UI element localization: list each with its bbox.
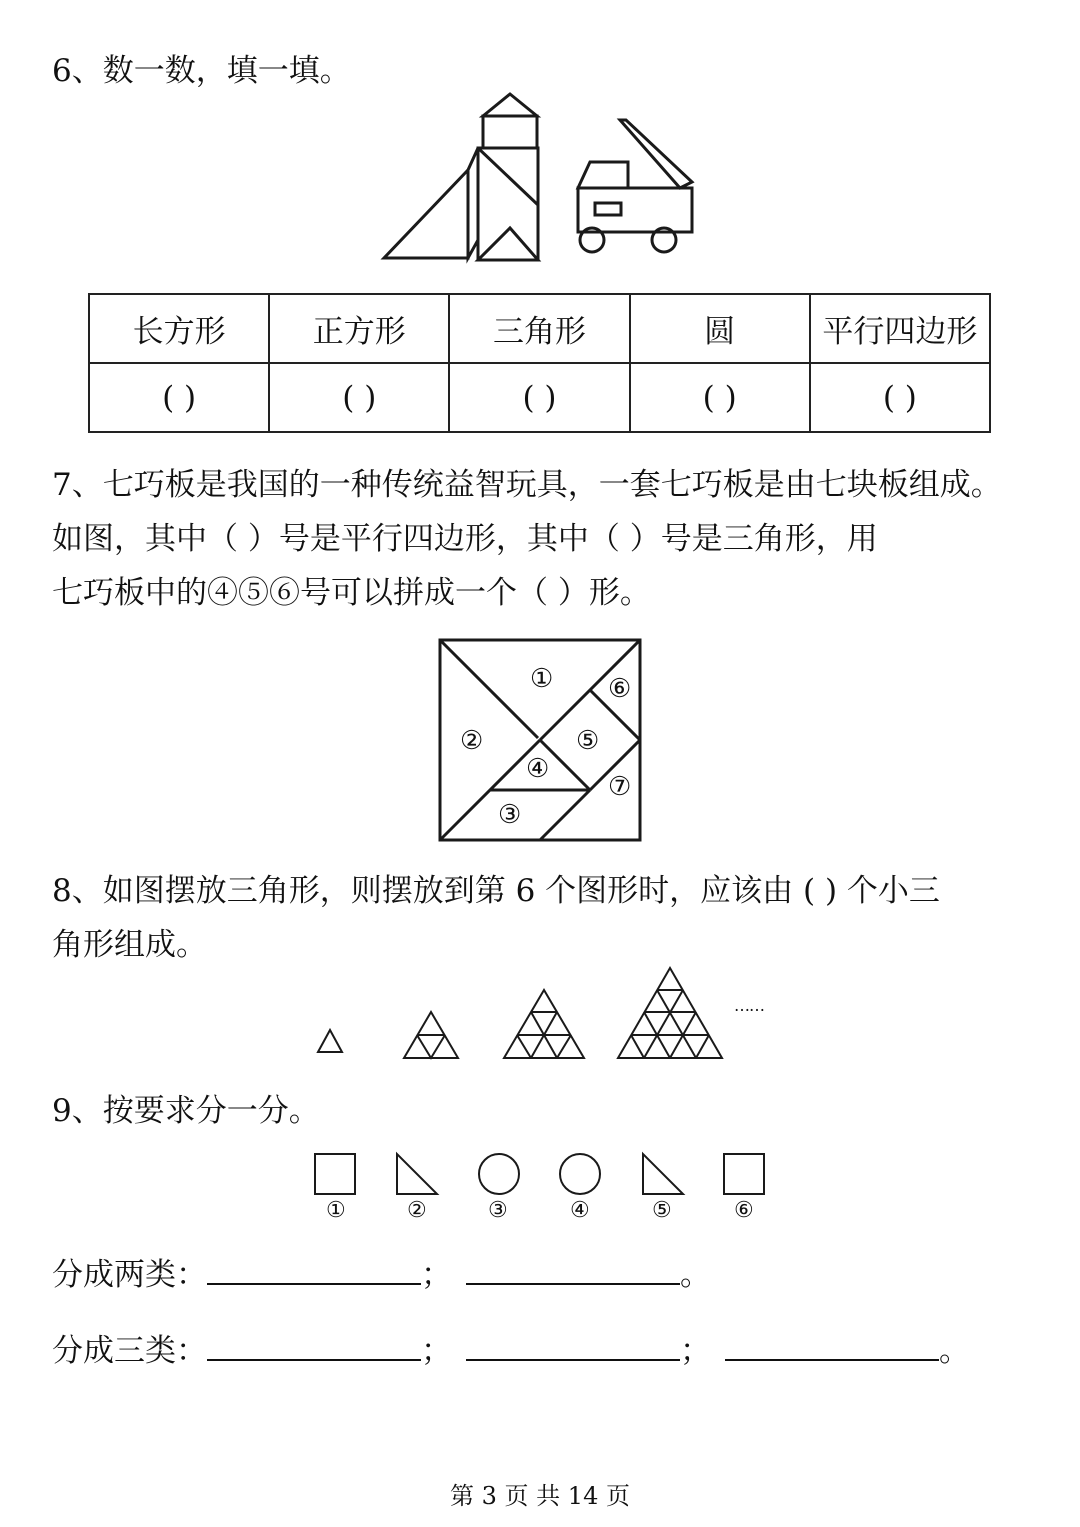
answer-cell[interactable]: ( ) — [89, 363, 269, 432]
tangram-label-3: ③ — [498, 800, 522, 830]
shape-label-5: ⑤ — [652, 1198, 672, 1223]
semicolon: ； — [680, 1333, 711, 1369]
pattern-1-triangle — [318, 1030, 342, 1052]
truck-cab — [578, 162, 628, 188]
pattern-3-triangles — [504, 990, 584, 1058]
q9-title: 9、按要求分一分。 — [52, 1093, 320, 1129]
tower-roof-triangle — [483, 94, 537, 116]
answer-blank[interactable] — [466, 1329, 680, 1361]
shape-1-square — [315, 1154, 355, 1194]
semicolon: ； — [421, 1333, 452, 1369]
tangram-tower-and-truck-figure — [380, 90, 700, 265]
answer-cell[interactable]: ( ) — [810, 363, 990, 432]
classify-three-row — [52, 1324, 970, 1378]
shape-label-3: ③ — [488, 1198, 508, 1223]
shape-5-right-triangle — [643, 1154, 683, 1194]
q7-line1: 7、七巧板是我国的一种传统益智玩具，一套七巧板是由七块板组成。 — [52, 467, 1002, 503]
header-cell: 圆 — [630, 294, 810, 363]
answer-blank[interactable] — [725, 1329, 939, 1361]
shape-6-square — [724, 1154, 764, 1194]
tangram-label-7: ⑦ — [608, 772, 632, 802]
slide-small-triangle — [468, 148, 478, 258]
period: 。 — [939, 1333, 970, 1369]
classify-two-label: 分成两类： — [52, 1257, 207, 1293]
classify-three-label: 分成三类： — [52, 1333, 207, 1369]
semicolon: ； — [421, 1257, 452, 1293]
triangle-pattern-figure — [310, 960, 770, 1065]
answer-blank[interactable] — [207, 1329, 421, 1361]
shape-3-circle — [479, 1154, 519, 1194]
classify-two-row — [52, 1248, 711, 1302]
shape-label-4: ④ — [570, 1198, 590, 1223]
answer-cell[interactable]: ( ) — [630, 363, 810, 432]
tangram-label-2: ② — [460, 726, 484, 756]
answer-blank[interactable] — [466, 1253, 680, 1285]
tangram-label-6: ⑥ — [608, 674, 632, 704]
q7-line2: 如图，其中（ ）号是平行四边形，其中（ ）号是三角形，用 — [52, 521, 878, 557]
pattern-ellipsis: …… — [734, 996, 764, 1015]
header-cell: 正方形 — [269, 294, 449, 363]
shape-label-6: ⑥ — [734, 1198, 754, 1223]
answer-blank[interactable] — [207, 1253, 421, 1285]
table-answer-row — [89, 363, 990, 432]
truck-window — [595, 203, 621, 215]
shape-count-table — [88, 293, 991, 433]
q6-title: 6、数一数，填一填。 — [52, 53, 351, 89]
pattern-2-triangles — [404, 1012, 458, 1058]
period: 。 — [680, 1257, 711, 1293]
truck-dump — [620, 120, 692, 188]
answer-cell[interactable]: ( ) — [269, 363, 449, 432]
pattern-4-triangles — [618, 968, 722, 1058]
shape-label-1: ① — [326, 1198, 346, 1223]
sorting-shapes-figure — [310, 1150, 770, 1200]
tower-body — [478, 148, 538, 260]
header-cell: 平行四边形 — [810, 294, 990, 363]
answer-cell[interactable]: ( ) — [449, 363, 629, 432]
table-header-row — [89, 294, 990, 363]
tangram-label-5: ⑤ — [576, 726, 600, 756]
q8-line1: 8、如图摆放三角形，则摆放到第 6 个图形时，应该由 ( ) 个小三 — [52, 873, 940, 909]
page-footer: 第 3 页 共 14 页 — [450, 1482, 630, 1510]
header-cell: 长方形 — [89, 294, 269, 363]
q8-line2: 角形组成。 — [52, 927, 207, 963]
tangram-label-1: ① — [530, 664, 554, 694]
tangram-square-figure — [438, 638, 642, 842]
slide-triangle — [384, 170, 468, 258]
tower-notch — [478, 228, 538, 260]
shape-2-right-triangle — [397, 1154, 437, 1194]
shape-4-circle — [560, 1154, 600, 1194]
q7-line3: 七巧板中的④⑤⑥号可以拼成一个（ ）形。 — [52, 575, 651, 611]
tangram-label-4: ④ — [526, 754, 550, 784]
tower-top-square — [483, 116, 537, 148]
shape-label-2: ② — [407, 1198, 427, 1223]
header-cell: 三角形 — [449, 294, 629, 363]
